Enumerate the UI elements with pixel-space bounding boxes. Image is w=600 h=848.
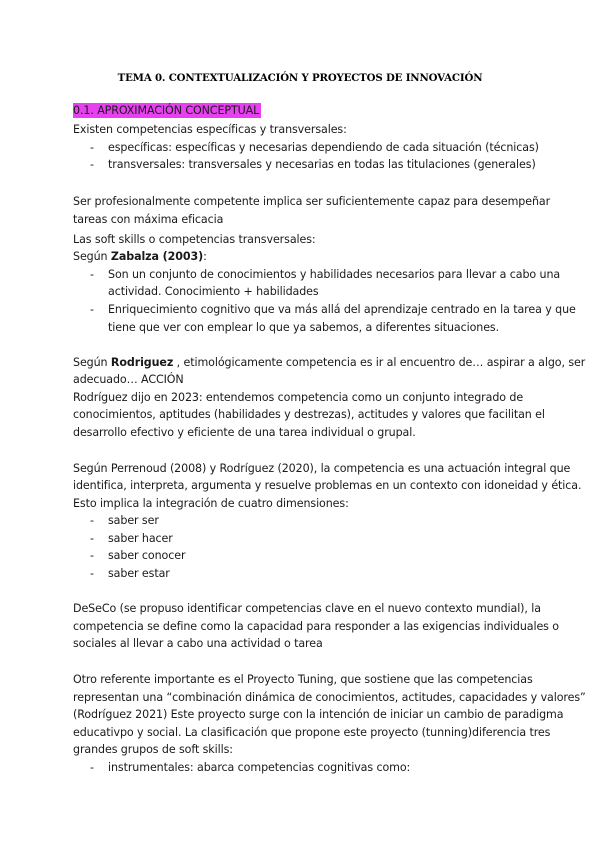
list-item: saber conocer [108,549,186,562]
list-item: específicas: específicas y necesarias dependiendo de cada situación (técnicas) [108,141,539,154]
paragraph-line: Según Perrenoud (2008) y Rodríguez (2020), la competencia es una actuación integral que [73,462,571,475]
paragraph-line: Las soft skills o competencias transversales: [73,233,316,246]
list-item-continuation: tiene que ver con emplear lo que ya sabemos, a diferentes situaciones. [108,321,500,334]
bullet-marker: - [90,567,95,580]
paragraph-line: tareas con máxima eficacia [73,213,224,226]
author-name: Rodriguez [110,356,174,369]
paragraph-line: (Rodríguez 2021) Este proyecto surge con la intención de iniciar un cambio de paradigma [73,708,564,721]
paragraph-line: competencia se define como la capacidad para responder a las exigencias individuales o [73,620,559,633]
paragraph-line: grandes grupos de soft skills: [73,743,233,756]
text-rest: , etimológicamente competencia es ir al encuentro de… aspirar a algo, ser [173,356,586,369]
paragraph-line: Otro referente importante es el Proyecto Tuning, que sostiene que las competencias [73,673,533,686]
paragraph-line: representan una “combinación dinámica de conocimientos, actitudes, capacidades y valores” [73,691,586,704]
list-item: saber estar [108,567,170,580]
list-item: Son un conjunto de conocimientos y habilidades necesarios para llevar a cabo una [108,268,561,281]
list-item: saber ser [108,514,159,527]
bullet-marker: - [90,532,95,545]
bullet-marker: - [90,549,95,562]
paragraph-line: conocimientos, aptitudes (habilidades y destrezas), actitudes y valores que facilitan el [73,408,545,421]
paragraph-line: Rodríguez dijo en 2023: entendemos competencia como un conjunto integrado de [73,391,524,404]
author-line [73,249,207,264]
author-suffix: : [203,250,207,263]
paragraph-line: desarrollo efectivo y eficiente de una tarea individual o grupal. [73,426,416,439]
list-item-continuation: actividad. Conocimiento + habilidades [108,285,319,298]
list-item: Enriquecimiento cognitivo que va más allá del aprendizaje centrado en la tarea y que [108,303,576,316]
bullet-marker: - [90,158,95,171]
bullet-marker: - [90,268,95,281]
document-title: TEMA 0. CONTEXTUALIZACIÓN Y PROYECTOS DE INNOVACIÓN [117,72,483,84]
list-item: instrumentales: abarca competencias cognitivas como: [108,761,411,774]
paragraph-line: Ser profesionalmente competente implica ser suficientemente capaz para desempeñar [73,195,551,208]
paragraph-line: DeSeCo (se propuso identificar competencias clave en el nuevo contexto mundial), la [73,602,541,615]
bullet-marker: - [90,514,95,527]
paragraph-line: identifica, interpreta, argumenta y resuelve problemas en un contexto con idoneidad y ética. [73,479,582,492]
author-prefix: Según [73,250,111,263]
paragraph-line: adecuado… ACCIÓN [73,373,184,386]
list-item: saber hacer [108,532,173,545]
author-name: Zabalza (2003) [110,250,204,263]
paragraph-line: Existen competencias específicas y transversales: [73,123,347,136]
list-item: transversales: transversales y necesarias en todas las titulaciones (generales) [108,158,536,171]
bullet-marker: - [90,761,95,774]
bullet-marker: - [90,303,95,316]
paragraph-line: sociales al llevar a cabo una actividad o tarea [73,637,323,650]
paragraph-line [73,355,585,370]
paragraph-line: Esto implica la integración de cuatro dimensiones: [73,497,349,510]
paragraph-line: educativpo y social. La clasificación que propone este proyecto (tunning)diferencia tres [73,726,551,739]
section-heading: 0.1. APROXIMACIÓN CONCEPTUAL [73,104,260,117]
bullet-marker: - [90,141,95,154]
text-prefix: Según [73,356,111,369]
